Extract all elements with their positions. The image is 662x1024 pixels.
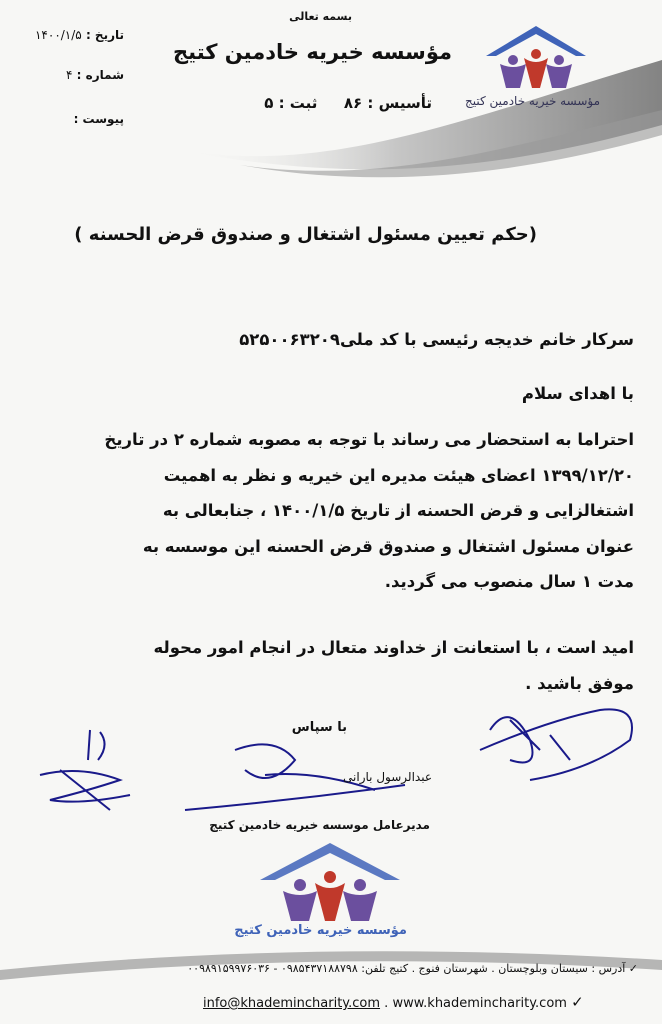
letter-body <box>26 422 634 600</box>
founded-year: تأسیس : ۸۶ <box>343 94 432 112</box>
body-line: اشتغالزایی و قرض الحسنه از تاریخ ۱۴۰۰/۱/۵ ، جنابعالی به <box>162 501 634 520</box>
footer-address: آدرس : سیستان وبلوچستان . شهرستان فنوج . کتیج تلفن: ۰۹۸۵۴۳۷۱۸۸۷۹۸ - ۰۰۹۸۹۱۵۹۹۷۶۰۳۶ <box>187 962 626 975</box>
basmala: بسمه تعالی <box>289 10 352 23</box>
number-field <box>14 68 124 82</box>
stamp-emblem-icon <box>245 835 415 925</box>
recipient-line: سرکار خانم خدیجه رئیسی با کد ملی۵۲۵۰۰۶۳۲۰۹ <box>239 330 634 349</box>
date-label: تاریخ : <box>85 28 124 42</box>
body-line: مدت ۱ سال منصوب می گردید. <box>384 572 634 591</box>
signatory-position: مدیرعامل موسسه خیریه خادمین کتیج <box>209 818 430 832</box>
number-label: شماره : <box>76 68 124 82</box>
number-value: ۴ <box>66 68 73 82</box>
attachment-field <box>14 112 124 126</box>
footer-address-line <box>187 962 638 975</box>
footer-contact-line <box>203 993 584 1011</box>
signatory-name: عبدالرسول بارانی <box>343 770 432 784</box>
left-signature-scribble <box>20 720 200 820</box>
body-line: احتراما به استحضار می رساند با توجه به مصوبه شماره ۲ در تاریخ <box>104 430 634 449</box>
body-line: ۱۳۹۹/۱۲/۲۰ اعضای هیئت مدیره این خیریه و نظر به اهمیت <box>163 465 634 485</box>
registration-number: ثبت : ۵ <box>264 94 318 112</box>
closing-line: امید است ، با استعانت از خداوند متعال در انجام امور محوله <box>153 638 634 657</box>
greeting: با اهدای سلام <box>521 384 634 403</box>
check-icon: ✓ <box>571 993 584 1011</box>
body-line: عنوان مسئول اشتغال و صندوق قرض الحسنه این موسسه به <box>142 536 634 556</box>
email-link[interactable]: info@khademincharity.com <box>203 996 381 1011</box>
stamp-logo <box>234 835 415 945</box>
date-field <box>14 28 124 42</box>
attachment-label: پیوست : <box>73 112 124 126</box>
date-value: ۱۴۰۰/۱/۵ <box>34 28 82 42</box>
charity-logo <box>466 18 606 113</box>
document-title: (حکم تعیین مسئول اشتغال و صندوق قرض الحسنه ) <box>74 224 537 245</box>
founding-info <box>264 94 432 112</box>
logo-caption: مؤسسه خیریه خادمین کتیج <box>465 94 600 108</box>
footer-separator: . <box>384 996 389 1011</box>
thanks-text: با سپاس <box>291 720 347 735</box>
organization-name: مؤسسه خیریه خادمین کتیج <box>172 40 452 64</box>
right-signature-scribble <box>470 690 650 800</box>
check-icon: ✓ <box>628 962 638 975</box>
logo-emblem-icon <box>466 18 606 98</box>
stamp-caption: مؤسسه خیریه خادمین کتیج <box>234 923 407 938</box>
website-link[interactable]: www.khademincharity.com <box>392 996 567 1011</box>
closing-line: موفق باشید . <box>525 673 634 693</box>
